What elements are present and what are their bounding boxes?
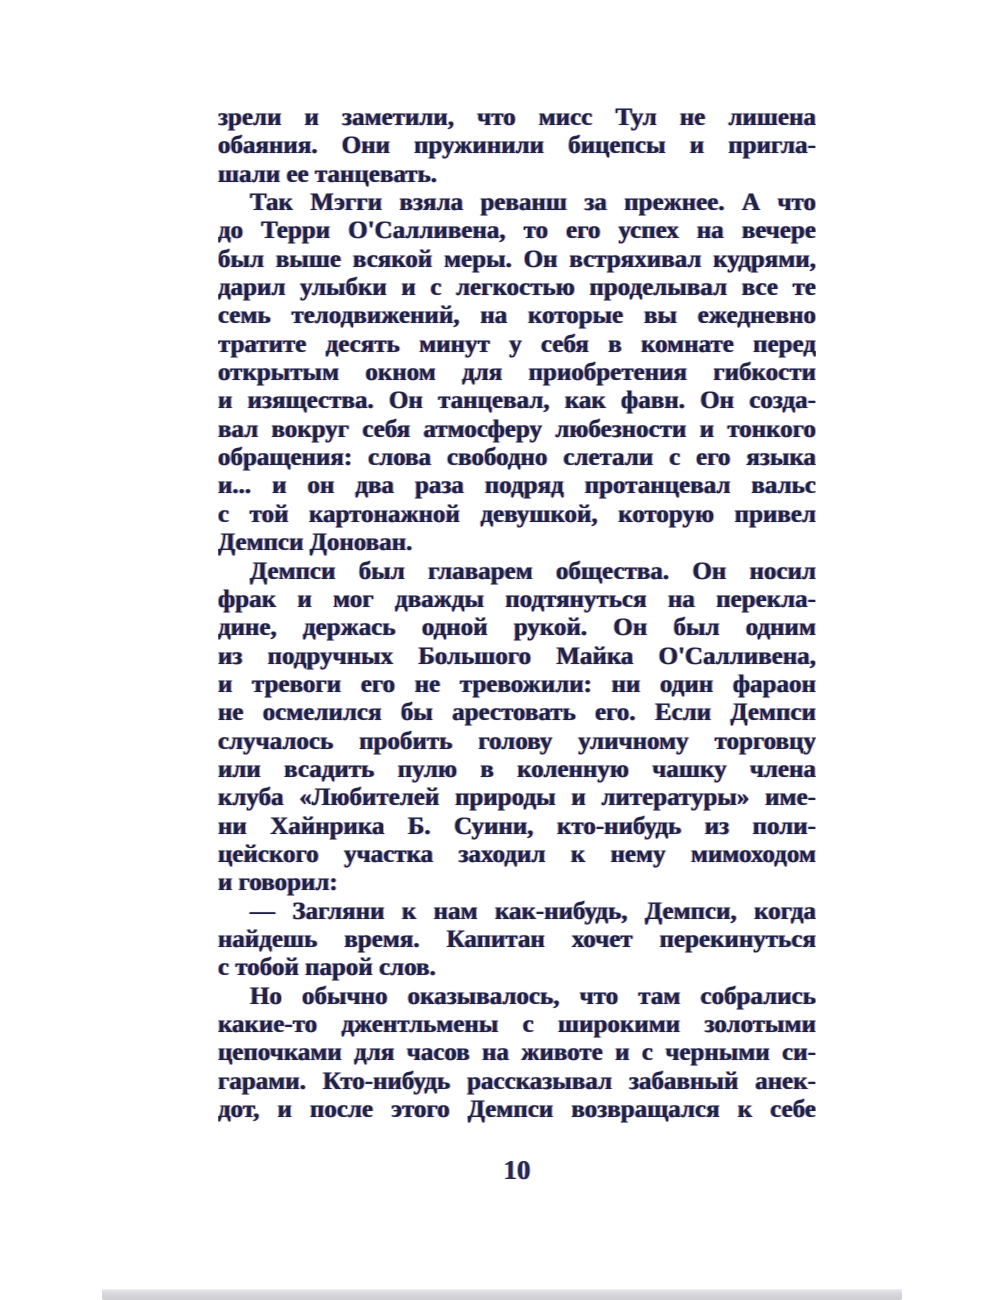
- text-line: цепочками для часов на животе и с черными си-: [218, 1039, 816, 1067]
- text-line: шали ее танцевать.: [218, 160, 438, 188]
- text-line: Но обычно оказывалось, что там собрались: [250, 982, 816, 1010]
- text-line: и тревоги его не тревожили: ни один фараон: [218, 670, 816, 698]
- page-number: 10: [503, 1155, 531, 1185]
- text-line: из подручных Большого Майка О'Салливена,: [218, 642, 816, 670]
- text-line: с тобой парой слов.: [218, 954, 436, 982]
- text-line: был выше всякой меры. Он встряхивал кудрями,: [218, 245, 816, 273]
- text-line: не осмелился бы арестовать его. Если Демпси: [218, 699, 816, 727]
- text-line: обаяния. Они пружинили бицепсы и пригла-: [218, 132, 816, 160]
- text-line: Демпси был главарем общества. Он носил: [250, 557, 816, 585]
- horizontal-scrollbar[interactable]: [102, 1289, 902, 1300]
- text-line: Так Мэгги взяла реванш за прежнее. А что: [250, 189, 816, 217]
- text-line: зрели и заметили, что мисс Тул не лишена: [218, 104, 816, 131]
- text-line: ни Хайнрика Б. Суини, кто-нибудь из поли-: [218, 812, 816, 840]
- text-line: дине, держась одной рукой. Он был одним: [218, 614, 816, 642]
- text-line: тратите десять минут у себя в комнате перед: [218, 330, 816, 358]
- text-line: фрак и мог дважды подтянуться на перекла-: [218, 585, 816, 613]
- text-line: или всадить пулю в коленную чашку члена: [218, 755, 816, 783]
- text-line: какие-то джентльмены с широкими золотыми: [218, 1011, 816, 1038]
- text-line: и изящества. Он танцевал, как фавн. Он созда-: [218, 387, 816, 415]
- text-line: случалось пробить голову уличному торговцу: [218, 727, 816, 755]
- text-line: найдешь время. Капитан хочет перекинуться: [218, 925, 816, 953]
- text-line: клуба «Любителей природы и литературы» име-: [218, 784, 816, 812]
- text-line: семь телодвижений, на которые вы ежедневно: [218, 302, 816, 330]
- text-line: и говорил:: [218, 869, 338, 897]
- page-text-block: [218, 104, 816, 1124]
- text-line: Демпси Донован.: [218, 529, 413, 557]
- text-line: открытым окном для приобретения гибкости: [218, 359, 816, 387]
- text-line: гарами. Кто-нибудь рассказывал забавный анек-: [218, 1067, 816, 1095]
- text-line: с той картонажной девушкой, которую привел: [218, 500, 816, 528]
- text-line: и... и он два раза подряд протанцевал вальс: [218, 472, 816, 500]
- text-line: до Терри О'Салливена, то его успех на вечере: [218, 217, 816, 245]
- text-line: — Загляни к нам как-нибудь, Демпси, когда: [250, 897, 816, 925]
- text-line: дарил улыбки и с легкостью проделывал все те: [218, 274, 816, 302]
- text-line: обращения: слова свободно слетали с его языка: [218, 444, 816, 472]
- text-line: цейского участка заходил к нему мимоходом: [218, 840, 816, 868]
- text-line: вал вокруг себя атмосферу любезности и тонкого: [218, 415, 816, 443]
- text-line: дот, и после этого Демпси возвращался к себе: [218, 1096, 816, 1124]
